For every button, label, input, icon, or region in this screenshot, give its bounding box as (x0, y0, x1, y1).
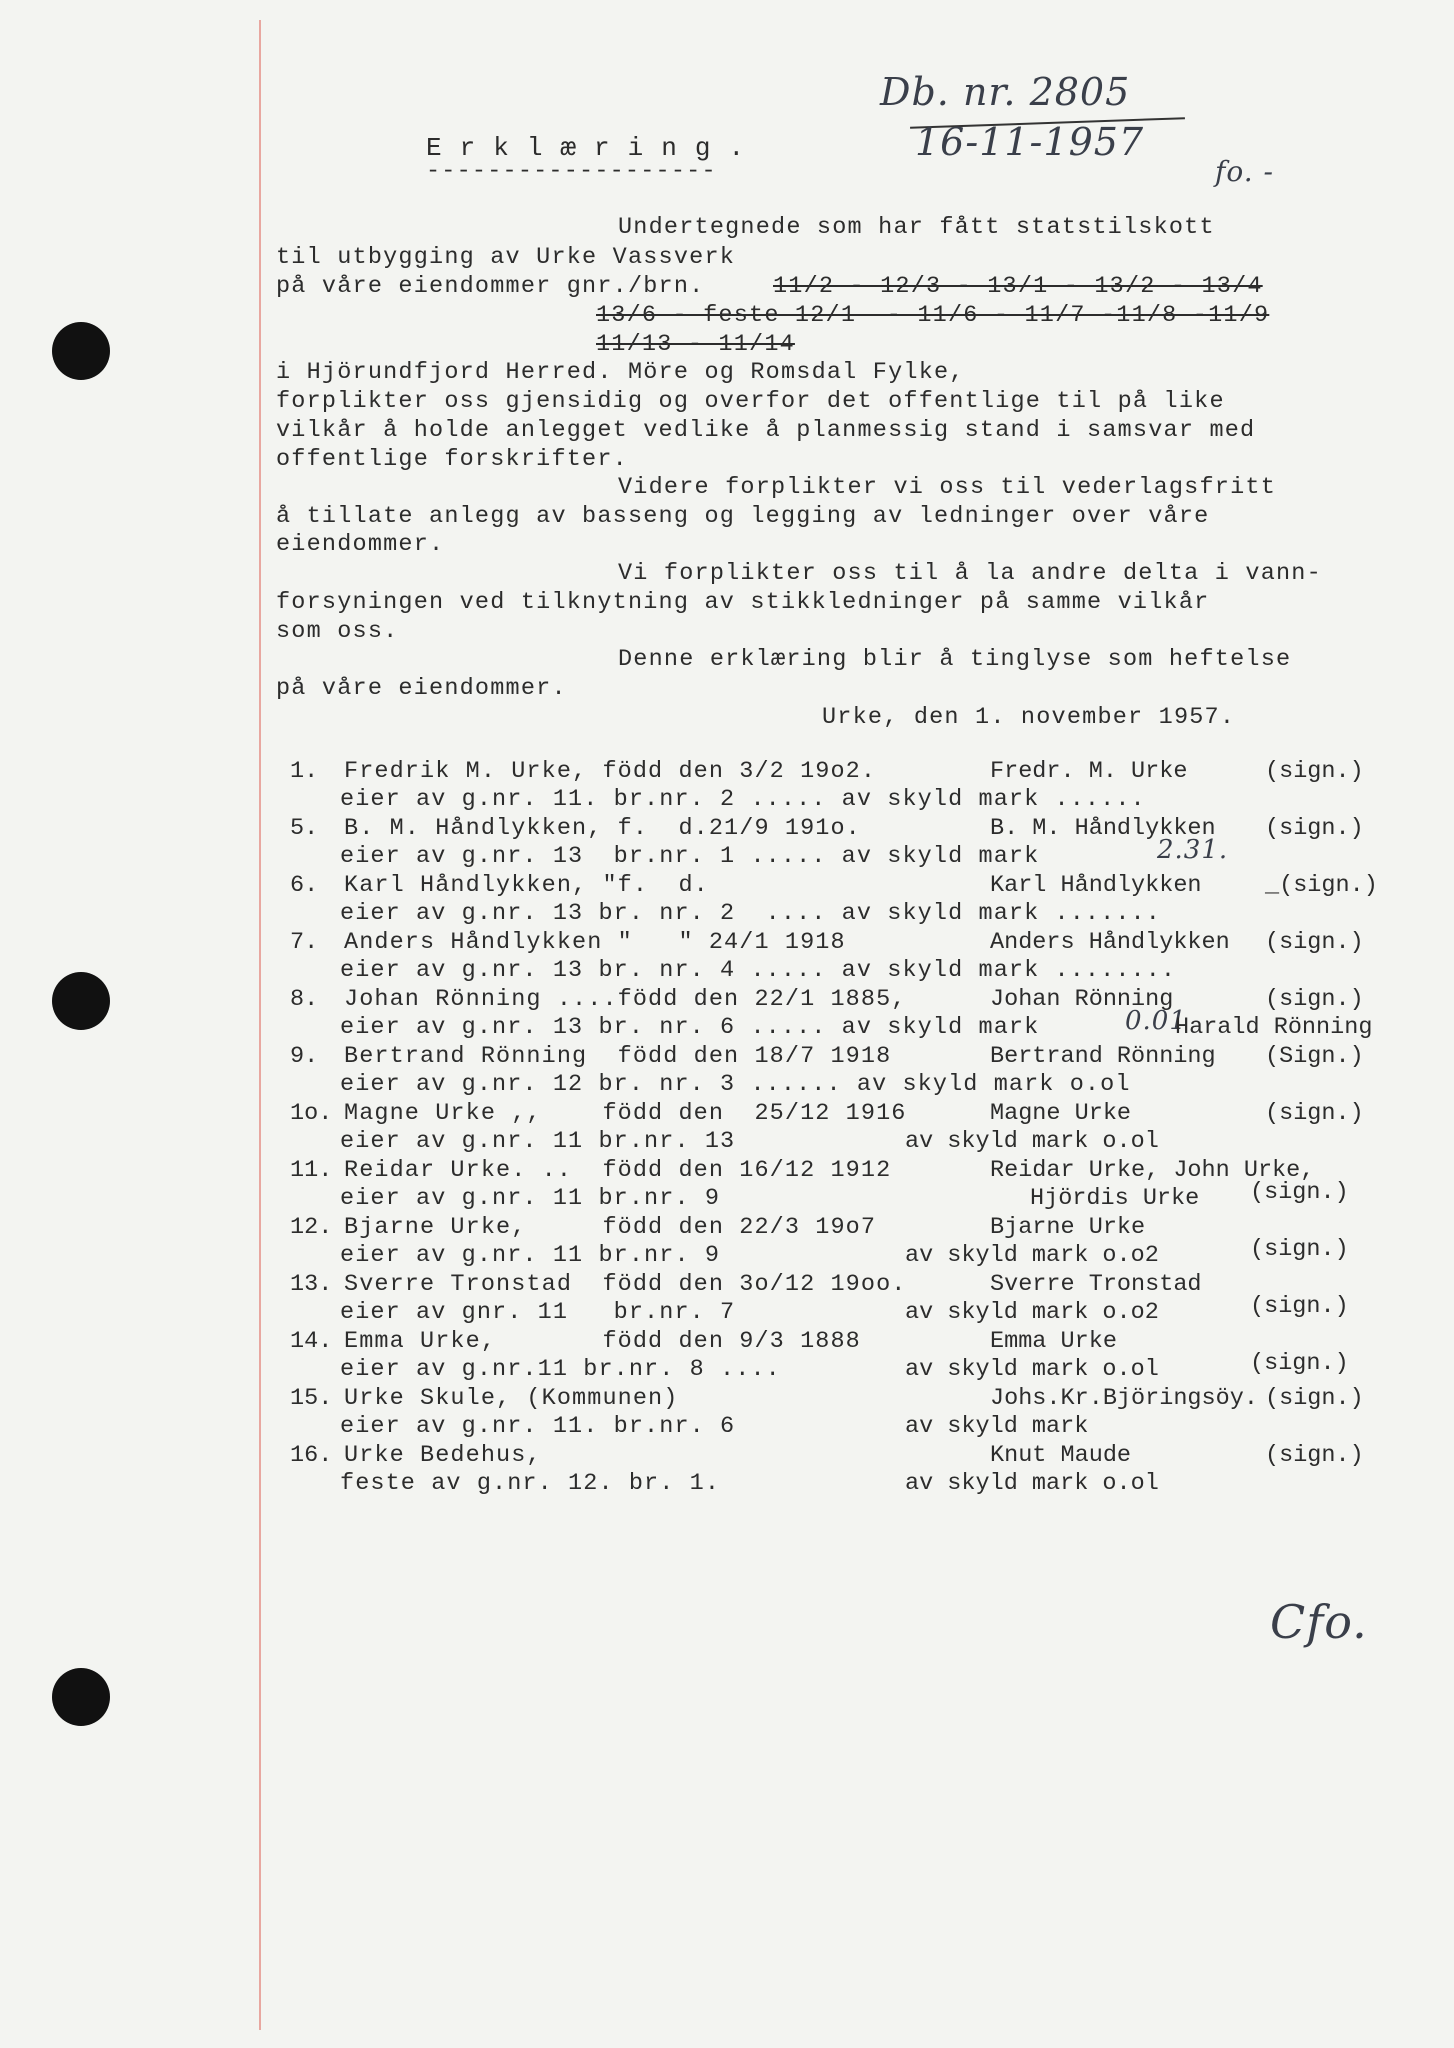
dok-number: Db. nr. 2805 (880, 70, 1131, 114)
entry-number: 1o. (290, 1100, 333, 1127)
entry-property-line: eier av g.nr. 12 br. nr. 3 ...... av skyld mark o.ol (340, 1071, 1131, 1098)
entry-number: 11. (290, 1157, 333, 1184)
body-line: forsyningen ved tilknytning av stikkledninger på samme vilkår (276, 589, 1210, 616)
entry-sign-tag: (sign.) (1265, 758, 1364, 785)
entry-sign-tag: (sign.) (1250, 1236, 1349, 1263)
entry-property-line: eier av g.nr. 11 br.nr. 9 (340, 1242, 721, 1269)
entry-signature-name: Sverre Tronstad (990, 1271, 1202, 1298)
entry-property-line: eier av gnr. 11 br.nr. 7 (340, 1299, 736, 1326)
entry-sign-tag: (sign.) (1250, 1350, 1349, 1377)
place-date: Urke, den 1. november 1957. (822, 704, 1236, 731)
entry-property-line: eier av g.nr. 11 br.nr. 9 (340, 1185, 721, 1212)
dok-date: 16-11-1957 (915, 120, 1145, 164)
entry-sign-tag: (sign.) (1265, 1385, 1364, 1412)
margin-rule (259, 20, 261, 2030)
entry-handwritten-value: 0.01 (1125, 1006, 1187, 1036)
entry-number: 14. (290, 1328, 333, 1355)
entry-number: 8. (290, 986, 319, 1013)
entry-secondary-line: av skyld mark o.ol (905, 1356, 1159, 1383)
entry-secondary-line: av skyld mark o.o2 (905, 1299, 1159, 1326)
entry-signature-name: Fredr. M. Urke (990, 758, 1188, 785)
entry-property-line: eier av g.nr.11 br.nr. 8 .... (340, 1356, 781, 1383)
entry-secondary-line: Harald Rönning (1175, 1014, 1373, 1041)
entry-signature-name: Reidar Urke, John Urke, (990, 1157, 1315, 1184)
entry-number: 6. (290, 872, 319, 899)
entry-owner-line: Fredrik M. Urke, född den 3/2 19o2. (344, 758, 877, 785)
entry-owner-line: Anders Håndlykken " " 24/1 1918 (344, 929, 846, 956)
entry-secondary-line: av skyld mark o.ol (905, 1470, 1159, 1497)
entry-number: 13. (290, 1271, 333, 1298)
body-line: til utbygging av Urke Vassverk (276, 244, 736, 271)
body-line: Denne erklæring blir å tinglyse som heftelse (618, 646, 1292, 673)
intro-line: Undertegnede som har fått statstilskott (618, 214, 1215, 241)
entry-signature-name: Johan Rönning (990, 986, 1174, 1013)
body-line: Vi forplikter oss til å la andre delta i vann- (618, 560, 1322, 587)
entry-signature-name: B. M. Håndlykken (990, 815, 1216, 842)
entry-handwritten-value: 2.31. (1157, 835, 1229, 865)
entry-property-line: eier av g.nr. 13 br. nr. 6 ..... av skyld mark (340, 1014, 1040, 1041)
body-line: som oss. (276, 618, 399, 645)
entry-sign-tag: (sign.) (1265, 1100, 1364, 1127)
punch-hole-top (52, 322, 110, 380)
entry-sign-tag: (sign.) (1250, 1179, 1349, 1206)
title-underline: ------------------- (426, 158, 717, 185)
body-line: offentlige forskrifter. (276, 446, 628, 473)
entry-sign-tag: (Sign.) (1265, 1043, 1364, 1070)
struck-property-list: 13/6 - feste 12/1 - 11/6 - 11/7 -11/8 -11/9 (596, 302, 1270, 329)
entry-sign-tag: (sign.) (1250, 1293, 1349, 1320)
struck-property-list: 11/13 - 11/14 (596, 331, 795, 358)
entry-number: 12. (290, 1214, 333, 1241)
entry-property-line: eier av g.nr. 13 br.nr. 1 ..... av skyld mark (340, 843, 1040, 870)
entry-owner-line: Urke Skule, (Kommunen) (344, 1385, 679, 1412)
entry-secondary-line: Hjördis Urke (1030, 1185, 1200, 1212)
entry-owner-line: Karl Håndlykken, "f. d. (344, 872, 709, 899)
entry-signature-name: Anders Håndlykken (990, 929, 1230, 956)
entry-sign-tag: _(sign.) (1265, 872, 1378, 899)
entry-sign-tag: (sign.) (1265, 1442, 1364, 1469)
entry-owner-line: Magne Urke ,, född den 25/12 1916 (344, 1100, 907, 1127)
entry-owner-line: Bertrand Rönning född den 18/7 1918 (344, 1043, 892, 1070)
body-line: på våre eiendommer. (276, 675, 567, 702)
entry-signature-name: Karl Håndlykken (990, 872, 1202, 899)
body-line: i Hjörundfjord Herred. Möre og Romsdal Fylke, (276, 359, 965, 386)
entry-secondary-line: av skyld mark o.o2 (905, 1242, 1159, 1269)
entry-owner-line: Urke Bedehus, (344, 1442, 542, 1469)
entry-owner-line: Johan Rönning ....född den 22/1 1885, (344, 986, 907, 1013)
body-line: å tillate anlegg av basseng og legging av ledninger over våre (276, 503, 1210, 530)
document-title: E r k l æ r i n g . (426, 133, 746, 163)
entry-number: 5. (290, 815, 319, 842)
entry-secondary-line: av skyld mark o.ol (905, 1128, 1159, 1155)
body-line: Videre forplikter vi oss til vederlagsfritt (618, 474, 1276, 501)
entry-sign-tag: (sign.) (1265, 986, 1364, 1013)
entry-sign-tag: (sign.) (1265, 815, 1364, 842)
entry-owner-line: Emma Urke, född den 9/3 1888 (344, 1328, 861, 1355)
entry-property-line: eier av g.nr. 11. br.nr. 2 ..... av skyld mark ...... (340, 786, 1146, 813)
punch-hole-middle (52, 972, 110, 1030)
punch-hole-bottom (52, 1668, 110, 1726)
initials-mark: fo. - (1215, 155, 1274, 188)
entry-owner-line: Sverre Tronstad född den 3o/12 19oo. (344, 1271, 907, 1298)
entry-number: 7. (290, 929, 319, 956)
entry-number: 16. (290, 1442, 333, 1469)
entry-property-line: feste av g.nr. 12. br. 1. (340, 1470, 721, 1497)
body-line-prefix: på våre eiendommer gnr./brn. (276, 273, 705, 300)
body-line: vilkår å holde anlegget vedlike å planmessig stand i samsvar med (276, 417, 1256, 444)
entry-property-line: eier av g.nr. 13 br. nr. 2 .... av skyld mark ....... (340, 900, 1161, 927)
entry-owner-line: B. M. Håndlykken, f. d.21/9 191o. (344, 815, 861, 842)
entry-number: 15. (290, 1385, 333, 1412)
entry-signature-name: Emma Urke (990, 1328, 1117, 1355)
entry-owner-line: Bjarne Urke, född den 22/3 19o7 (344, 1214, 877, 1241)
entry-number: 1. (290, 758, 319, 785)
entry-signature-name: Magne Urke (990, 1100, 1132, 1127)
body-line: eiendommer. (276, 531, 445, 558)
entry-number: 9. (290, 1043, 319, 1070)
entry-secondary-line: av skyld mark (905, 1413, 1089, 1440)
struck-property-list: 11/2 - 12/3 - 13/1 - 13/2 - 13/4 (773, 273, 1263, 300)
initials-signature: Cfo. (1270, 1595, 1368, 1649)
entry-signature-name: Knut Maude (990, 1442, 1132, 1469)
entry-property-line: eier av g.nr. 11 br.nr. 13 (340, 1128, 736, 1155)
entry-signature-name: Bjarne Urke (990, 1214, 1146, 1241)
entry-signature-name: Johs.Kr.Björingsöy. (990, 1385, 1258, 1412)
entry-property-line: eier av g.nr. 11. br.nr. 6 (340, 1413, 736, 1440)
entry-owner-line: Reidar Urke. .. född den 16/12 1912 (344, 1157, 892, 1184)
body-line: forplikter oss gjensidig og overfor det offentlige til på like (276, 388, 1225, 415)
entry-signature-name: Bertrand Rönning (990, 1043, 1216, 1070)
entry-property-line: eier av g.nr. 13 br. nr. 4 ..... av skyld mark ........ (340, 957, 1177, 984)
entry-sign-tag: (sign.) (1265, 929, 1364, 956)
